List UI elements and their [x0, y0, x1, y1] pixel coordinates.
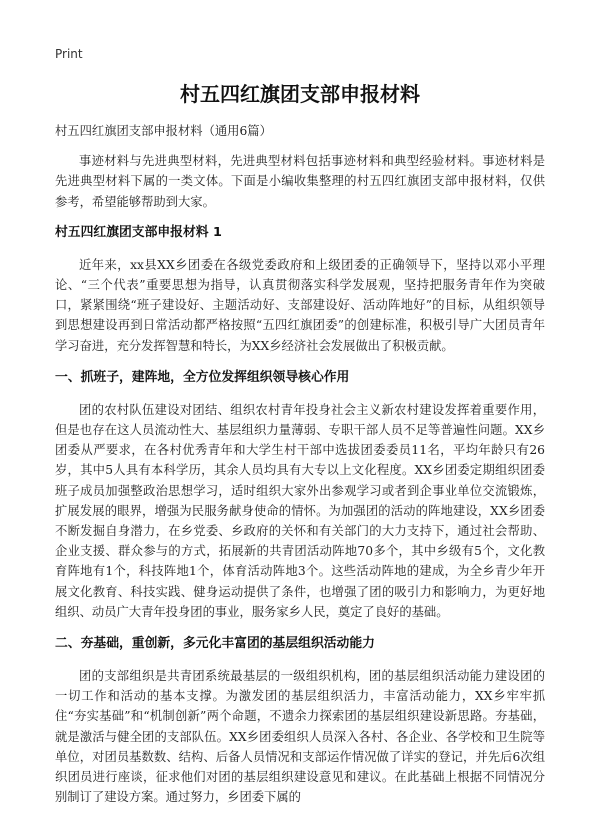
document-body	[55, 121, 545, 819]
print-link[interactable]: Print	[55, 47, 83, 61]
document-subtitle: 村五四红旗团支部申报材料（通用6篇）	[55, 124, 272, 138]
section-paragraph: 团的农村队伍建设对团结、组织农村青年投身社会主义新农村建设发挥着重要作用，但是也存在这人员流动性大、基层组织力量薄弱、专职干部人员不足等普遍性问题。XX乡团委从严要求，在各村优秀青年和大学生村干部中选拔团委委员11名，平均年龄只有26岁，其中5人具有本科学历，其余人员均具有大专以上文化程度。XX乡团委定期组织团委班子成员加强整政治思想学习，适时组织大家外出参观学习或者到企事业单位交流锻炼，扩展发展的眼界，增强为民服务献身使命的情怀。为加强团的活动的阵地建设，XX乡团委不断发掘自身潜力，在乡党委、乡政府的关怀和有关部门的大力支持下，通过社会帮助、企业支援、群众参与的方式，拓展新的共青团活动阵地70多个，其中乡级有5个，文化教育阵地有1个，科技阵地1个，体育活动阵地3个。这些活动阵地的建成，为全乡青少年开展文化教育、科技实践、健身运动提供了条件，也增强了团的吸引力和影响力，为更好地组织、动员广大青年投身团的事业，服务家乡人民，奠定了良好的基础。	[55, 402, 545, 619]
section-paragraph: 团的支部组织是共青团系统最基层的一级组织机构，团的基层组织活动能力建设团的一切工作和活动的基本支撑。为激发团的基层组织活力，丰富活动能力，XX乡牢牢抓住“夯实基础”和“机制创新”两个命题，不遗余力探索团的基层组织建设新思路。夯基础，就是激活与健全团的支部队伍。XX乡团委组织人员深入各村、各企业、各学校和卫生院等单位，对团员基数数、结构、后备人员情况和支部运作情况做了详实的登记，并先后6次组织团员进行座谈，征求他们对团的基层组织建设意见和建议。在此基础上根据不同情况分别制订了建设方案。通过努力，乡团委下属的	[55, 669, 545, 805]
intro-paragraph: 事迹材料与先进典型材料，先进典型材料包括事迹材料和典型经验材料。事迹材料是先进典型材料下属的一类文体。下面是小编收集整理的村五四红旗团支部申报材料，仅供参考，希望能够帮助到大家。	[55, 154, 545, 209]
section-heading: 二、夯基础，重创新，多元化丰富团的基层组织活动能力	[55, 636, 375, 652]
article-paragraph: 近年来，xx县XX乡团委在各级党委政府和上级团委的正确领导下，坚持以邓小平理论、“三个代表”重要思想为指导，认真贯彻落实科学发展观，坚持把服务青年作为突破口，紧紧围绕“班子建设好、主题活动好、支部建设好、活动阵地好”的目标，从组织领导到思想建设再到日常活动都严格按照“五四红旗团委”的创建标准，积极引导广大团员青年学习奋进，充分发挥智慧和特长，为XX乡经济社会发展做出了积极贡献。	[55, 257, 545, 353]
section-heading: 一、抓班子，建阵地，全方位发挥组织领导核心作用	[55, 369, 350, 385]
article-heading: 村五四红旗团支部申报材料 1	[55, 224, 222, 240]
page-title: 村五四红旗团支部申报材料	[180, 82, 420, 106]
